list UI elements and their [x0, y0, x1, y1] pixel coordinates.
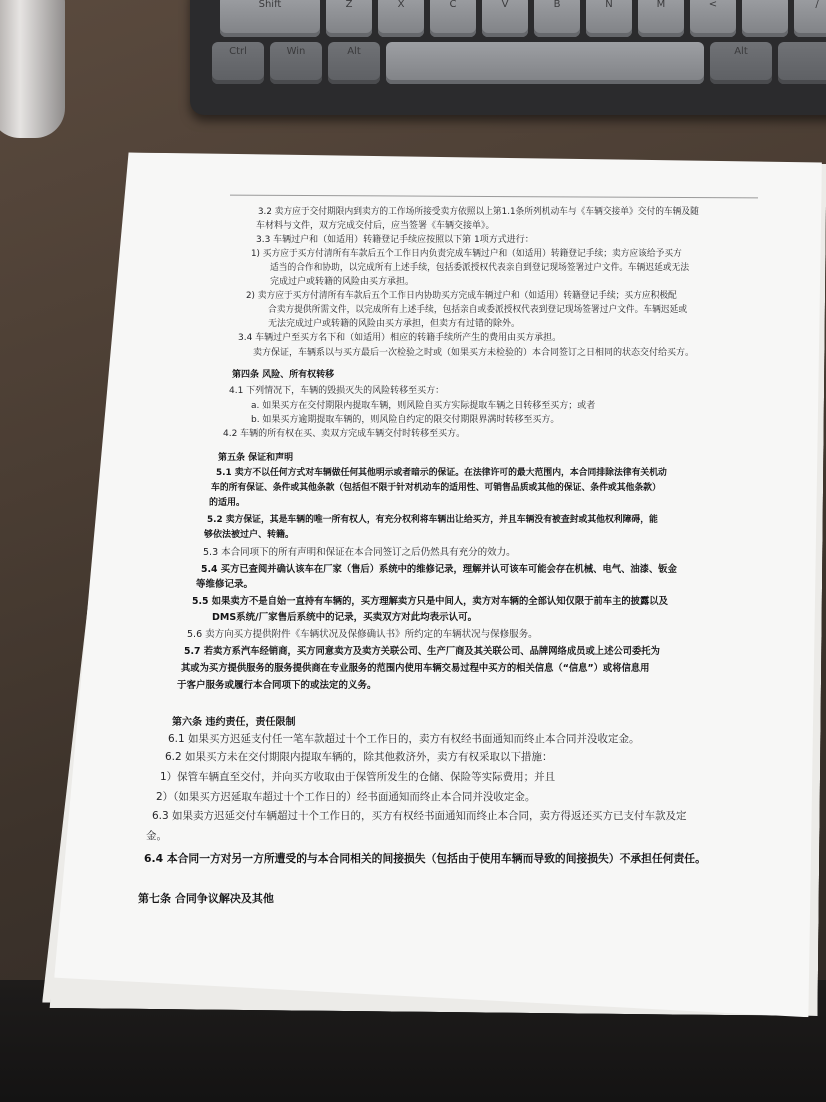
clause-3-4: 3.4 车辆过户至买方名下和（如适用）相应的转籍手续所产生的费用由买方承担。 [238, 333, 562, 343]
article-5-heading: 第五条 保证和声明 [218, 453, 294, 463]
clause-5-4-cont: 等维修记录。 [196, 579, 254, 590]
header-rule [230, 195, 758, 199]
key-alt-left: Alt [328, 42, 380, 84]
clause-6-2-1: 1）保管车辆直至交付，并向买方收取由于保管所发生的仓储、保险等实际费用；并且 [160, 771, 556, 783]
clause-3-4-cont: 卖方保证，车辆系以与买方最后一次检验之时或（如果买方未检验的）本合同签订之日相同的状态交付给买方。 [253, 348, 695, 358]
clause-3-3-1: 1) 买方应于买方付清所有车款后五个工作日内负责完成车辆过户和（如适用）转籍登记手续；卖方应该给予买方 [251, 249, 682, 259]
key-comma: < [690, 0, 736, 37]
article-6-heading: 第六条 违约责任，责任限制 [172, 717, 296, 728]
clause-5-1-cont: 车的所有保证、条件或其他条款（包括但不限于针对机动车的适用性、可销售品质或其他的保证、条件或其他条款） [211, 483, 661, 493]
clause-5-5: 5.5 如果卖方不是自始一直持有车辆的，买方理解卖方只是中间人，卖方对车辆的全部认知仅限于前车主的披露以及 [192, 596, 668, 607]
clause-5-1-end: 的适用。 [209, 498, 246, 508]
key-v: V [482, 0, 528, 37]
clause-3-3-1-cont: 适当的合作和协助，以完成所有上述手续，包括委派授权代表亲自到登记现场签署过户文件。车辆迟延或无法 [270, 263, 690, 273]
clause-3-3-1-end: 完成过户或转籍的风险由买方承担。 [270, 277, 415, 287]
clause-3-3: 3.3 车辆过户和（如适用）转籍登记手续应按照以下第 1项方式进行： [256, 235, 534, 245]
clause-5-7-end: 于客户服务或履行本合同项下的或法定的义务。 [177, 680, 377, 691]
clause-5-2: 5.2 卖方保证，其是车辆的唯一所有权人，有充分权利将车辆出让给买方，并且车辆没有被查封或其他权利障碍，能 [207, 515, 658, 525]
clause-4-2: 4.2 车辆的所有权在买、卖双方完成车辆交付时转移至买方。 [223, 429, 466, 439]
clause-5-3: 5.3 本合同项下的所有声明和保证在本合同签订之后仍然具有充分的效力。 [203, 547, 516, 558]
clause-4-1: 4.1 下列情况下，车辆的毁损灭失的风险转移至买方： [229, 386, 445, 396]
clause-3-3-2: 2) 卖方应于买方付清所有车款后五个工作日内协助买方完成车辆过户和（如适用）转籍登记手续；买方应积极配 [246, 291, 677, 301]
clause-6-1: 6.1 如果买方迟延支付任一笔车款超过十个工作日的，卖方有权经书面通知而终止本合同并没收定金。 [168, 733, 640, 745]
clause-4-1-b: b. 如果买方逾期提取车辆的，则风险自约定的限交付期限界满时转移至买方。 [251, 415, 560, 425]
clause-5-1: 5.1 卖方不以任何方式对车辆做任何其他明示或者暗示的保证。在法律许可的最大范围内，本合同排除法律有关机动 [216, 468, 667, 478]
clause-5-6: 5.6 卖方向买方提供附件《车辆状况及保修确认书》所约定的车辆状况与保修服务。 [187, 629, 538, 640]
clause-4-1-a: a. 如果买方在交付期限内提取车辆，则风险自买方实际提取车辆之日转移至买方；或者 [251, 401, 596, 411]
clause-3-2: 3.2 卖方应于交付期限内到卖方的工作场所接受卖方依照以上第1.1条所列机动车与《车辆交接单》交付的车辆及随 [258, 207, 699, 217]
key-m: M [638, 0, 684, 37]
clause-6-2: 6.2 如果买方未在交付期限内提取车辆的，除其他救济外，卖方有权采取以下措施： [165, 751, 553, 763]
clause-5-7-cont: 其或为买方提供服务的服务提供商在专业服务的范围内使用车辆交易过程中买方的相关信息（“信息”）或将信息用 [181, 663, 650, 674]
clause-3-2-cont: 车材料与文件，双方完成交付后，应当签署《车辆交接单》。 [256, 221, 495, 231]
key-ctrl: Ctrl [212, 42, 264, 84]
article-4-heading: 第四条 风险、所有权转移 [232, 370, 335, 380]
key-win: Win [270, 42, 322, 84]
key-n: N [586, 0, 632, 37]
clause-5-2-cont: 够依法被过户、转籍。 [204, 530, 295, 540]
key-z: Z [326, 0, 372, 37]
clause-5-5-cont: DMS系统/厂家售后系统中的记录，买卖双方对此均表示认可。 [212, 612, 478, 623]
key-x: X [378, 0, 424, 37]
article-7-heading: 第七条 合同争议解决及其他 [138, 892, 274, 905]
key-slash: / [794, 0, 826, 37]
clause-6-2-2: 2）（如果买方迟延取车超过十个工作日的）经书面通知而终止本合同并没收定金。 [156, 791, 536, 803]
clause-6-3-cont: 金。 [146, 830, 167, 842]
clause-3-3-2-cont: 合卖方提供所需文件，以完成所有上述手续，包括亲自或委派授权代表到登记现场签署过户文件。车辆迟延或 [268, 305, 688, 315]
key-shift: Shift [220, 0, 320, 37]
key-b: B [534, 0, 580, 37]
clause-6-3: 6.3 如果卖方迟延交付车辆超过十个工作日的，买方有权经书面通知而终止本合同，卖方得返还买方已支付车款及定 [152, 810, 687, 822]
key-alt-right: Alt [710, 42, 772, 84]
clause-5-4: 5.4 买方已查阅并确认该车在厂家（售后）系统中的维修记录，理解并认可该车可能会存在机械、电气、油漆、钣金 [201, 564, 677, 575]
key-c: C [430, 0, 476, 37]
clause-5-7: 5.7 若卖方系汽车经销商，买方同意卖方及卖方关联公司、生产厂商及其关联公司、品牌网络成员或上述公司委托为 [184, 646, 660, 657]
clause-3-3-2-end: 无法完成过户或转籍的风险由买方承担，但卖方有过错的除外。 [268, 319, 521, 329]
clause-6-4: 6.4 本合同一方对另一方所遭受的与本合同相关的间接损失（包括由于使用车辆而导致的间接损失）不承担任何责任。 [144, 852, 706, 865]
